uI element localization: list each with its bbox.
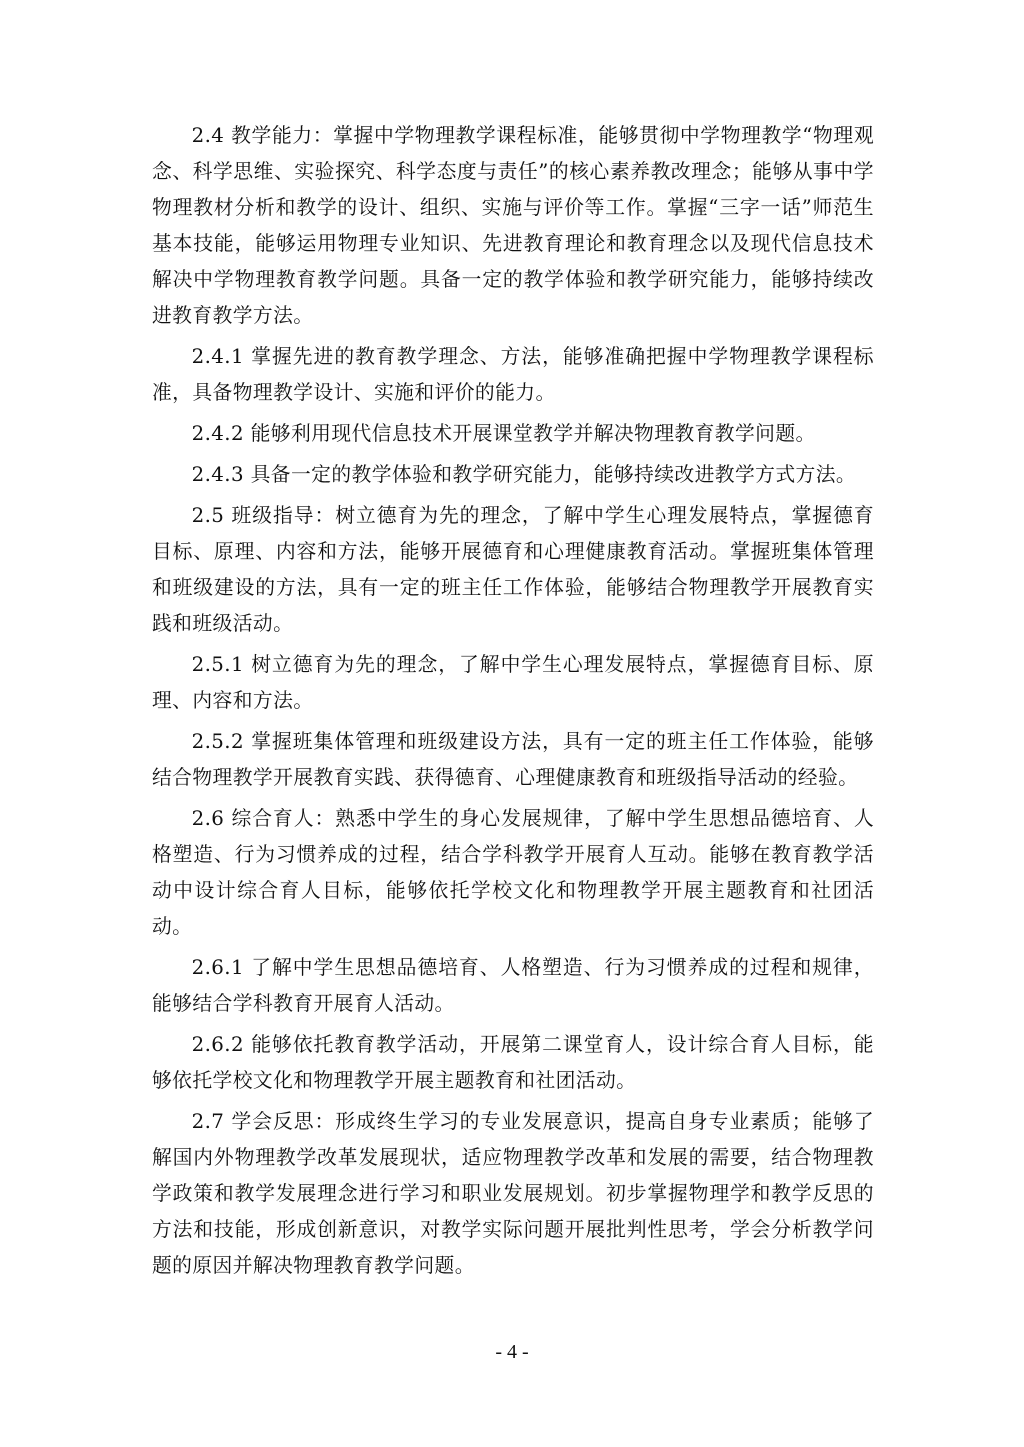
paragraph-2-4-3: 2.4.3 具备一定的教学体验和教学研究能力，能够持续改进教学方式方法。: [191, 463, 857, 486]
paragraph-2-6: 2.6 综合育人：熟悉中学生的身心发展规律，了解中学生思想品德培育、人格塑造、行为习惯养成的过程，结合学科教学开展育人互动。能够在教育教学活动中设计综合育人目标，能够依托学校文化和物理教学开展主题教育和社团活动。: [152, 807, 874, 938]
paragraph-2-5-2: 2.5.2 掌握班集体管理和班级建设方法，具有一定的班主任工作体验，能够结合物理教学开展教育实践、获得德育、心理健康教育和班级指导活动的经验。: [152, 730, 874, 789]
paragraph-2-5-1: 2.5.1 树立德育为先的理念，了解中学生心理发展特点，掌握德育目标、原理、内容和方法。: [152, 653, 874, 712]
paragraph-2-7: 2.7 学会反思：形成终生学习的专业发展意识，提高自身专业素质；能够了解国内外物理教学改革发展现状，适应物理教学改革和发展的需要，结合物理教学政策和教学发展理念进行学习和职业发展规划。初步掌握物理学和教学反思的方法和技能，形成创新意识，对教学实际问题开展批判性思考，学会分析教学问题的原因并解决物理教育教学问题。: [152, 1110, 874, 1277]
page-number: - 4 -: [495, 1341, 529, 1363]
page-body: [152, 118, 874, 1289]
paragraph-2-4: 2.4 教学能力：掌握中学物理教学课程标准，能够贯彻中学物理教学“物理观念、科学思维、实验探究、科学态度与责任”的核心素养教改理念；能够从事中学物理教材分析和教学的设计、组织、实施与评价等工作。掌握“三字一话”师范生基本技能，能够运用物理专业知识、先进教育理论和教育理念以及现代信息技术解决中学物理教育教学问题。具备一定的教学体验和教学研究能力，能够持续改进教育教学方法。: [152, 124, 874, 327]
paragraph-2-5: 2.5 班级指导：树立德育为先的理念，了解中学生心理发展特点，掌握德育目标、原理、内容和方法，能够开展德育和心理健康教育活动。掌握班集体管理和班级建设的方法，具有一定的班主任工作体验，能够结合物理教学开展教育实践和班级活动。: [152, 504, 874, 635]
paragraph-2-4-2: 2.4.2 能够利用现代信息技术开展课堂教学并解决物理教育教学问题。: [191, 422, 816, 445]
paragraph-2-4-1: 2.4.1 掌握先进的教育教学理念、方法，能够准确把握中学物理教学课程标准，具备物理教学设计、实施和评价的能力。: [152, 345, 874, 404]
paragraph-2-6-1: 2.6.1 了解中学生思想品德培育、人格塑造、行为习惯养成的过程和规律，能够结合学科教育开展育人活动。: [152, 956, 874, 1015]
paragraph-2-6-2: 2.6.2 能够依托教育教学活动，开展第二课堂育人，设计综合育人目标，能够依托学校文化和物理教学开展主题教育和社团活动。: [152, 1033, 874, 1092]
